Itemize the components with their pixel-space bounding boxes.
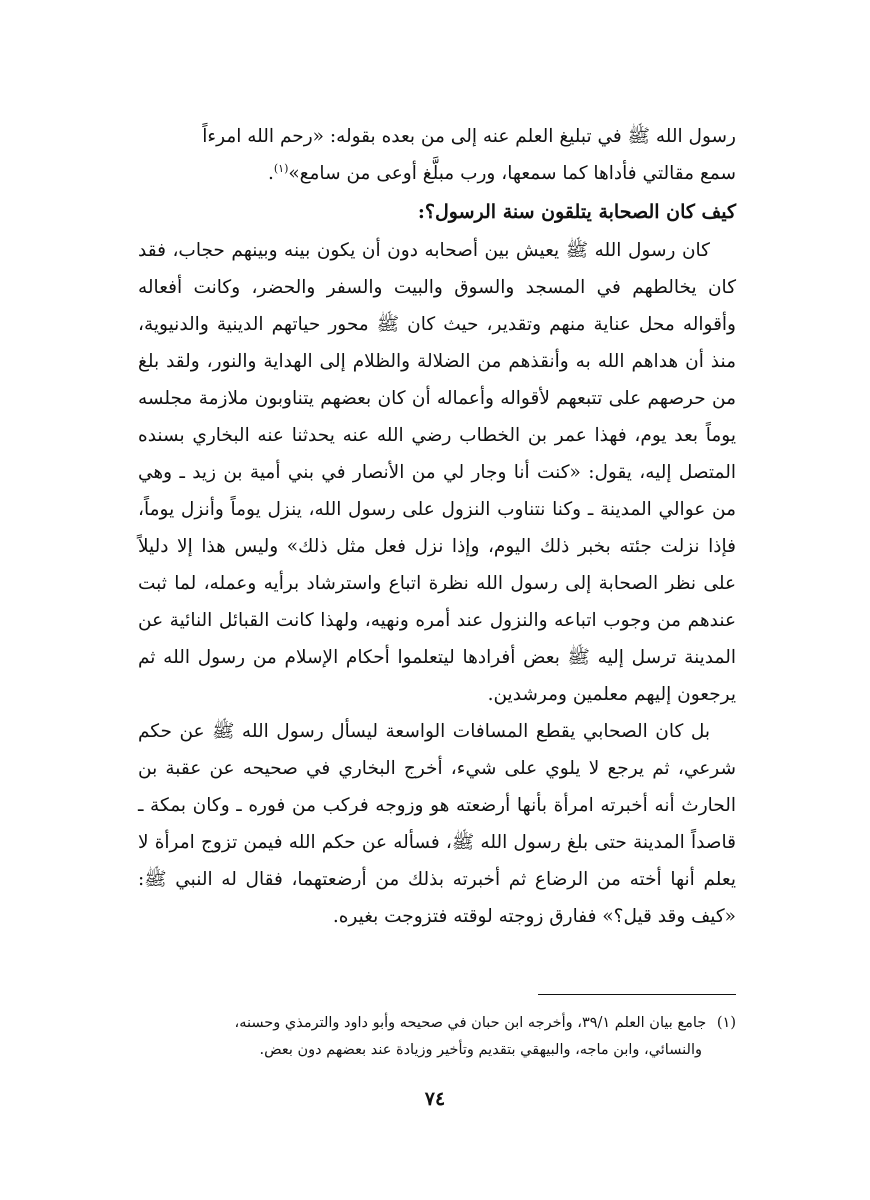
footnote-line-1: [138, 1010, 736, 1037]
intro-paragraph: رسول الله ﷺ في تبليغ العلم عنه إلى من بعده بقوله: «رحم الله امرءاً سمع مقالتي فأداها كما سمعها، ورب مبلَّغ أوعى من سامع»$^{(١)}$.: [202, 126, 736, 184]
footnote-text-1: جامع بيان العلم ٣٩/١، وأخرجه ابن حبان في صحيحه وأبو داود والترمذي وحسنه،: [234, 1015, 707, 1031]
footnotes: [138, 1010, 736, 1064]
section-heading: كيف كان الصحابة يتلقون سنة الرسول؟:: [417, 201, 736, 223]
footnote-separator: [538, 994, 736, 995]
intro-line-1: رسول الله ﷺ في تبليغ العلم عنه إلى من بعده بقوله: «رحم الله امرءاً: [202, 126, 736, 147]
footnote-text-2: والنسائي، وابن ماجه، والبيهقي بتقديم وتأخير وزيادة عند بعضهم دون بعض.: [259, 1042, 702, 1058]
intro-line-2: سمع مقالتي فأداها كما سمعها، ورب مبلَّغ أوعى من سامع»: [288, 163, 736, 184]
page-body: [138, 118, 736, 935]
page-number: ٧٤: [424, 1088, 446, 1110]
paragraph-1: كان رسول الله ﷺ يعيش بين أصحابه دون أن يكون بينه وبينهم حجاب، فقد كان يخالطهم في المسجد والسوق والبيت والسفر والحضر، وكانت أفعاله وأقواله محل عناية منهم وتقدير، حيث كان ﷺ محور حياتهم الدينية والدنيوية، منذ أن هداهم الله به وأنقذهم من الضلالة والظلام إلى الهداية والنور، ولقد بلغ من حرصهم على تتبعهم لأقواله وأعماله أن كان بعضهم يتناوبون ملازمة مجلسه يوماً بعد يوم، فهذا عمر بن الخطاب رضي الله عنه يحدثنا عنه البخاري بسنده المتصل إليه، يقول: «كنت أنا وجار لي من الأنصار في بني أمية بن زيد ـ وهي من عوالي المدينة ـ وكنا نتناوب النزول على رسول الله، ينزل يوماً وأنزل يوماً، فإذا نزلت جئته بخبر ذلك اليوم، وإذا نزل فعل مثل ذلك» وليس هذا إلا دليلاً على نظر الصحابة إلى رسول الله نظرة اتباع واسترشاد برأيه وعمله، لما ثبت عندهم من وجوب اتباعه والنزول عند أمره ونهيه، ولهذا كانت القبائل النائية عن المدينة ترسل إليه ﷺ بعض أفرادها ليتعلموا أحكام الإسلام من رسول الله ثم يرجعون إليهم معلمين ومرشدين.: [138, 240, 737, 705]
footnote-number: (١): [716, 1015, 736, 1031]
paragraph-2: بل كان الصحابي يقطع المسافات الواسعة ليسأل رسول الله ﷺ عن حكم شرعي، ثم يرجع لا يلوي على شيء، أخرج البخاري في صحيحه عن عقبة بن الحارث أنه أخبرته امرأة بأنها أرضعته هو وزوجه فركب من فوره ـ وكان بمكة ـ قاصداً المدينة حتى بلغ رسول الله ﷺ، فسأله عن حكم الله فيمن تزوج امرأة لا يعلم أنها أخته من الرضاع ثم أخبرته بذلك من أرضعتهما، فقال له النبي ﷺ: «كيف وقد قيل؟» ففارق زوجته لوقته فتزوجت بغيره.: [138, 721, 736, 927]
footnote-reference: (١): [273, 161, 289, 175]
footnote-line-2: [138, 1037, 736, 1064]
